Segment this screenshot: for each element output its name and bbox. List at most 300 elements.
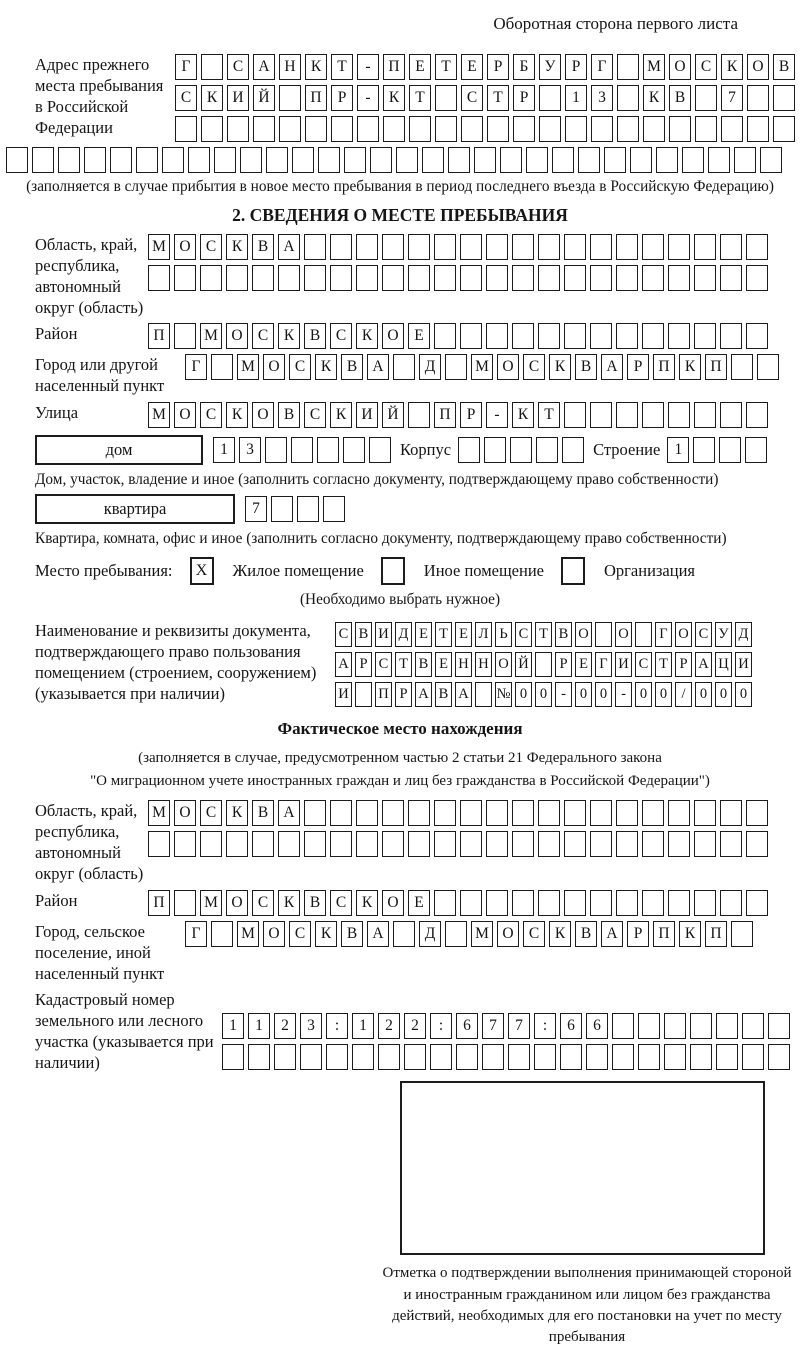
checkbox-inoe: [381, 557, 405, 585]
char-box: В: [575, 921, 597, 947]
char-box: [378, 1044, 400, 1070]
char-box: [746, 831, 768, 857]
char-box: С: [200, 800, 222, 826]
char-box: [595, 622, 612, 647]
char-box: [248, 1044, 270, 1070]
char-box: [292, 147, 314, 173]
prev-address-label: Адрес прежнего места пребывания в Российской Федерации: [35, 55, 164, 138]
char-box: Е: [408, 890, 430, 916]
option-zhiloe-label: Жилое помещение: [232, 561, 364, 581]
char-box: [266, 147, 288, 173]
char-box: [396, 147, 418, 173]
apartment-type-box: квартира: [35, 494, 235, 524]
char-box: Н: [455, 652, 472, 677]
char-box: В: [355, 622, 372, 647]
char-box: Т: [395, 652, 412, 677]
char-box: О: [669, 54, 691, 80]
char-box: 0: [575, 682, 592, 707]
char-box: П: [305, 85, 327, 111]
char-box: А: [278, 234, 300, 260]
char-box: 0: [595, 682, 612, 707]
char-box: [211, 354, 233, 380]
char-box: [422, 147, 444, 173]
char-box: [430, 1044, 452, 1070]
char-box: 1: [667, 437, 689, 463]
char-box: [486, 831, 508, 857]
char-box: [694, 831, 716, 857]
char-box: 2: [378, 1013, 400, 1039]
char-box: К: [643, 85, 665, 111]
char-box: [604, 147, 626, 173]
char-box: [564, 831, 586, 857]
char-box: [486, 234, 508, 260]
char-box: [757, 354, 779, 380]
char-box: П: [148, 323, 170, 349]
char-box: [512, 800, 534, 826]
char-box: К: [315, 354, 337, 380]
char-box: К: [278, 890, 300, 916]
char-box: [564, 234, 586, 260]
char-box: К: [315, 921, 337, 947]
char-box: [565, 116, 587, 142]
char-box: А: [278, 800, 300, 826]
char-box: Р: [675, 652, 692, 677]
char-box: С: [200, 234, 222, 260]
char-box: С: [289, 921, 311, 947]
char-box: [616, 402, 638, 428]
char-box: Р: [460, 402, 482, 428]
char-box: [274, 1044, 296, 1070]
char-box: А: [367, 921, 389, 947]
char-box: [721, 116, 743, 142]
char-box: В: [304, 323, 326, 349]
char-box: Е: [408, 323, 430, 349]
char-box: К: [278, 323, 300, 349]
fact-gorod-label: Город, сельское поселение, иной населенный пункт: [35, 921, 165, 983]
char-box: В: [278, 402, 300, 428]
char-box: К: [549, 921, 571, 947]
oblast-block: [35, 234, 800, 318]
char-box: [408, 265, 430, 291]
char-box: [300, 1044, 322, 1070]
char-box: Н: [475, 652, 492, 677]
char-box: М: [200, 323, 222, 349]
char-box: [434, 831, 456, 857]
char-box: [475, 682, 492, 707]
char-box: Г: [185, 921, 207, 947]
char-box: [136, 147, 158, 173]
char-box: [617, 116, 639, 142]
char-box: Р: [513, 85, 535, 111]
prev-address-block: [35, 54, 800, 142]
char-box: [331, 116, 353, 142]
char-box: -: [615, 682, 632, 707]
char-box: [617, 54, 639, 80]
char-box: [175, 116, 197, 142]
char-box: К: [721, 54, 743, 80]
char-box: С: [330, 890, 352, 916]
char-box: М: [148, 800, 170, 826]
korpus-cells: [458, 437, 584, 463]
char-box: [460, 890, 482, 916]
fact-gorod-block: [35, 921, 800, 984]
fact-raion-label: Район: [35, 890, 78, 910]
char-box: [538, 265, 560, 291]
char-box: [409, 116, 431, 142]
char-box: [590, 323, 612, 349]
char-box: 3: [300, 1013, 322, 1039]
char-box: [500, 147, 522, 173]
char-box: О: [174, 402, 196, 428]
gorod-label: Город или другой населенный пункт: [35, 355, 165, 396]
char-box: А: [695, 652, 712, 677]
char-box: [768, 1013, 790, 1039]
char-box: [630, 147, 652, 173]
char-box: [240, 147, 262, 173]
char-box: К: [512, 402, 534, 428]
char-box: С: [523, 354, 545, 380]
char-box: Т: [435, 54, 457, 80]
char-box: О: [675, 622, 692, 647]
char-box: [383, 116, 405, 142]
char-box: [612, 1013, 634, 1039]
fact-location-note2: "О миграционном учете иностранных граждан и лиц без гражданства в Российской Федерации"): [90, 772, 710, 789]
char-box: [355, 682, 372, 707]
char-box: [642, 402, 664, 428]
char-box: Д: [735, 622, 752, 647]
char-box: 1: [213, 437, 235, 463]
char-box: [538, 234, 560, 260]
char-box: Р: [355, 652, 372, 677]
fact-oblast-block: [35, 800, 800, 884]
char-box: Е: [435, 652, 452, 677]
char-box: С: [227, 54, 249, 80]
char-box: П: [705, 921, 727, 947]
char-box: М: [471, 354, 493, 380]
ulitsa-label: Улица: [35, 402, 79, 422]
char-box: [669, 116, 691, 142]
char-box: [760, 147, 782, 173]
char-box: О: [174, 234, 196, 260]
char-box: В: [341, 921, 363, 947]
char-box: [708, 147, 730, 173]
char-box: [408, 800, 430, 826]
char-box: [643, 116, 665, 142]
kadastr-label: Кадастровый номер земельного или лесного участка (указывается при наличии): [35, 989, 214, 1073]
prev-address-row2: [175, 85, 795, 111]
char-box: №: [495, 682, 512, 707]
char-box: [148, 831, 170, 857]
fact-raion-block: [35, 890, 800, 916]
char-box: О: [226, 890, 248, 916]
char-box: Н: [279, 54, 301, 80]
char-box: В: [341, 354, 363, 380]
char-box: К: [549, 354, 571, 380]
char-box: [668, 234, 690, 260]
char-box: [642, 831, 664, 857]
stay-type-note: (Необходимо выбрать нужное): [299, 591, 501, 609]
char-box: О: [615, 622, 632, 647]
char-box: О: [575, 622, 592, 647]
char-box: [458, 437, 480, 463]
checkbox-zhiloe: X: [190, 557, 214, 585]
ulitsa-row: [148, 402, 768, 428]
char-box: В: [435, 682, 452, 707]
char-box: [512, 265, 534, 291]
option-organizatsiya-label: Организация: [604, 561, 696, 581]
char-box: [304, 800, 326, 826]
oblast-label: Область, край, республика, автономный округ (область): [35, 234, 144, 318]
char-box: [487, 116, 509, 142]
gorod-row: [185, 354, 779, 380]
char-box: А: [415, 682, 432, 707]
char-box: 0: [535, 682, 552, 707]
char-box: С: [695, 54, 717, 80]
char-box: 7: [721, 85, 743, 111]
char-box: [445, 354, 467, 380]
char-box: [668, 831, 690, 857]
char-box: Р: [627, 354, 649, 380]
char-box: [695, 116, 717, 142]
char-box: [720, 323, 742, 349]
char-box: [435, 85, 457, 111]
char-box: Е: [455, 622, 472, 647]
char-box: 0: [655, 682, 672, 707]
char-box: К: [356, 890, 378, 916]
char-box: [617, 85, 639, 111]
char-box: 3: [239, 437, 261, 463]
header-note: Оборотная сторона первого листа: [493, 14, 738, 33]
char-box: Е: [575, 652, 592, 677]
char-box: М: [471, 921, 493, 947]
char-box: [370, 147, 392, 173]
char-box: [344, 147, 366, 173]
char-box: [720, 890, 742, 916]
char-box: 6: [456, 1013, 478, 1039]
char-box: [616, 890, 638, 916]
char-box: С: [252, 323, 274, 349]
char-box: [720, 831, 742, 857]
char-box: [719, 437, 741, 463]
char-box: [461, 116, 483, 142]
char-box: Р: [331, 85, 353, 111]
char-box: [32, 147, 54, 173]
char-box: [746, 265, 768, 291]
char-box: [694, 402, 716, 428]
document-label: Наименование и реквизиты документа, подтверждающего право пользования помещением (строением, сооружением) (указывается при наличии): [35, 621, 317, 704]
char-box: М: [148, 402, 170, 428]
char-box: [305, 116, 327, 142]
fact-raion-row: [148, 890, 768, 916]
form-page: [0, 14, 800, 1346]
stay-type-label: Место пребывания:: [35, 561, 173, 581]
char-box: [486, 265, 508, 291]
prev-address-note: (заполняется в случае прибытия в новое место пребывания в период последнего въезда в Российскую Федерацию): [26, 178, 774, 195]
char-box: [512, 234, 534, 260]
raion-block: [35, 323, 800, 349]
char-box: [564, 800, 586, 826]
char-box: [148, 265, 170, 291]
char-box: Т: [655, 652, 672, 677]
fact-oblast-rows: [148, 800, 768, 857]
char-box: П: [653, 354, 675, 380]
char-box: [279, 85, 301, 111]
char-box: Ь: [495, 622, 512, 647]
char-box: [271, 496, 293, 522]
char-box: [535, 652, 552, 677]
char-box: 2: [404, 1013, 426, 1039]
char-box: [693, 437, 715, 463]
char-box: [564, 402, 586, 428]
char-box: С: [695, 622, 712, 647]
char-box: П: [705, 354, 727, 380]
char-box: [330, 800, 352, 826]
document-row2: [335, 652, 752, 677]
char-box: А: [455, 682, 472, 707]
ulitsa-block: [35, 402, 800, 428]
kadastr-rows: [222, 1013, 790, 1070]
char-box: [508, 1044, 530, 1070]
char-box: [694, 323, 716, 349]
char-box: И: [615, 652, 632, 677]
char-box: [404, 1044, 426, 1070]
char-box: [512, 890, 534, 916]
char-box: О: [497, 921, 519, 947]
char-box: 0: [715, 682, 732, 707]
char-box: [460, 800, 482, 826]
char-box: [638, 1044, 660, 1070]
char-box: [318, 147, 340, 173]
char-box: [460, 323, 482, 349]
document-block: [35, 620, 800, 707]
char-box: Т: [487, 85, 509, 111]
oblast-row2: [148, 265, 768, 291]
kadastr-row1: [222, 1013, 790, 1039]
char-box: [720, 800, 742, 826]
char-box: [456, 1044, 478, 1070]
char-box: [512, 831, 534, 857]
char-box: С: [335, 622, 352, 647]
char-box: Г: [185, 354, 207, 380]
char-box: [578, 147, 600, 173]
char-box: [747, 85, 769, 111]
char-box: 6: [586, 1013, 608, 1039]
char-box: [616, 831, 638, 857]
raion-row: [148, 323, 768, 349]
char-box: К: [226, 800, 248, 826]
char-box: [539, 85, 561, 111]
char-box: С: [175, 85, 197, 111]
char-box: [668, 890, 690, 916]
char-box: [734, 147, 756, 173]
char-box: [253, 116, 275, 142]
char-box: [642, 890, 664, 916]
char-box: [664, 1013, 686, 1039]
char-box: [742, 1044, 764, 1070]
char-box: [434, 323, 456, 349]
char-box: П: [148, 890, 170, 916]
char-box: 6: [560, 1013, 582, 1039]
char-box: П: [653, 921, 675, 947]
fact-gorod-row: [185, 921, 753, 947]
char-box: [393, 354, 415, 380]
char-box: [552, 147, 574, 173]
char-box: [434, 234, 456, 260]
char-box: П: [375, 682, 392, 707]
char-box: [382, 800, 404, 826]
char-box: О: [382, 323, 404, 349]
char-box: Р: [555, 652, 572, 677]
char-box: Д: [419, 354, 441, 380]
char-box: П: [383, 54, 405, 80]
char-box: [720, 234, 742, 260]
char-box: Т: [331, 54, 353, 80]
char-box: Г: [655, 622, 672, 647]
char-box: [486, 890, 508, 916]
char-box: [695, 85, 717, 111]
char-box: [742, 1013, 764, 1039]
char-box: [201, 116, 223, 142]
char-box: [279, 116, 301, 142]
char-box: [162, 147, 184, 173]
char-box: У: [539, 54, 561, 80]
char-box: [435, 116, 457, 142]
fact-oblast-row1: [148, 800, 768, 826]
char-box: [512, 323, 534, 349]
char-box: [357, 116, 379, 142]
char-box: [84, 147, 106, 173]
char-box: [590, 800, 612, 826]
char-box: [6, 147, 28, 173]
char-box: [642, 323, 664, 349]
char-box: [638, 1013, 660, 1039]
char-box: И: [356, 402, 378, 428]
char-box: [278, 831, 300, 857]
char-box: И: [227, 85, 249, 111]
char-box: [460, 831, 482, 857]
stroenie-cells: [667, 437, 767, 463]
char-box: [382, 265, 404, 291]
char-box: [174, 831, 196, 857]
char-box: [482, 1044, 504, 1070]
char-box: [356, 234, 378, 260]
char-box: В: [252, 234, 274, 260]
char-box: [590, 265, 612, 291]
gorod-block: [35, 354, 800, 396]
char-box: А: [367, 354, 389, 380]
char-box: [746, 890, 768, 916]
raion-label: Район: [35, 324, 78, 344]
char-box: [642, 265, 664, 291]
char-box: [356, 800, 378, 826]
char-box: [408, 402, 430, 428]
char-box: [326, 1044, 348, 1070]
house-row: [35, 435, 800, 465]
char-box: [591, 116, 613, 142]
char-box: [694, 890, 716, 916]
char-box: 7: [482, 1013, 504, 1039]
char-box: 7: [245, 496, 267, 522]
char-box: [616, 800, 638, 826]
section2-title: 2. СВЕДЕНИЯ О МЕСТЕ ПРЕБЫВАНИЯ: [232, 204, 568, 225]
char-box: [616, 265, 638, 291]
char-box: [539, 116, 561, 142]
char-box: В: [575, 354, 597, 380]
char-box: [746, 800, 768, 826]
char-box: М: [237, 921, 259, 947]
char-box: [201, 54, 223, 80]
char-box: [393, 921, 415, 947]
